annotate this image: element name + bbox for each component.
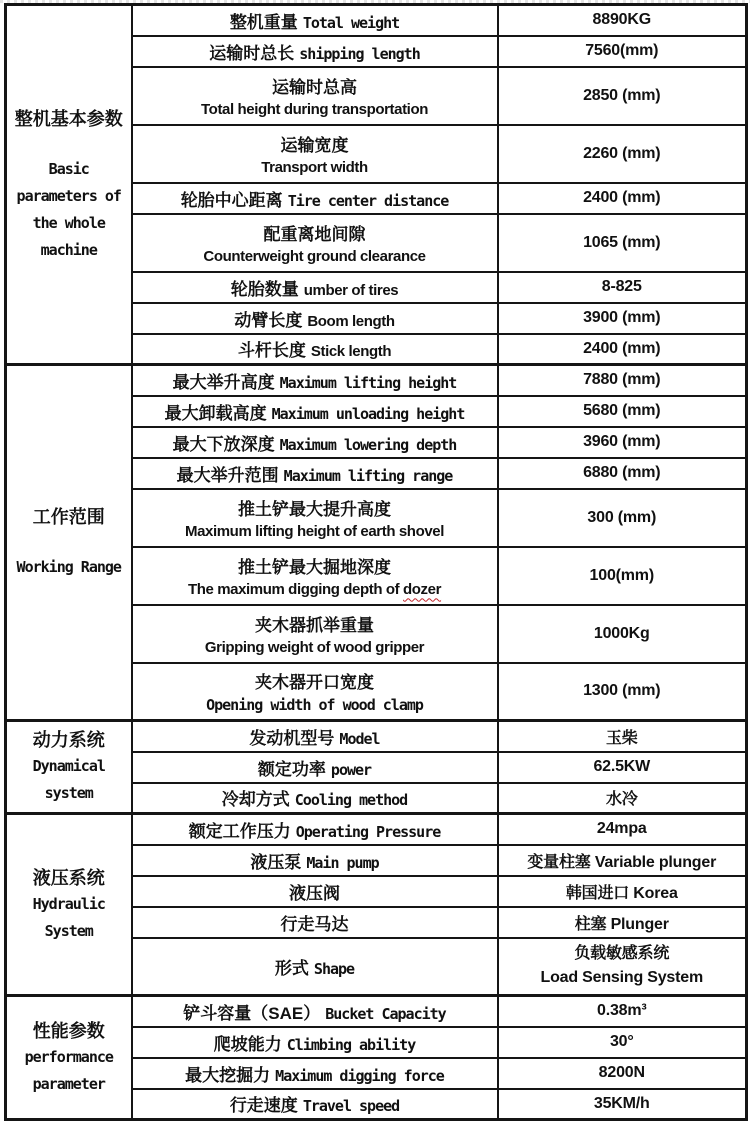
param-cell xyxy=(132,489,498,547)
param-cell xyxy=(132,1058,498,1089)
category-cn-label: 动力系统 xyxy=(32,730,105,750)
category-cell xyxy=(6,814,132,996)
value-cell xyxy=(498,5,747,36)
value-text: 3900 (mm) xyxy=(583,309,661,326)
param-cn-label: 运输时总长 xyxy=(209,43,295,63)
value-text: 水冷 xyxy=(605,791,638,809)
table-row xyxy=(6,365,747,396)
param-cell xyxy=(132,845,498,876)
value-text: 6880 (mm) xyxy=(583,464,661,481)
category-cn-label: 液压系统 xyxy=(32,867,105,888)
param-en-label: Maximum lifting height of earth shovel xyxy=(185,522,444,540)
param-cell xyxy=(132,1027,498,1058)
param-cn-label: 发动机型号 xyxy=(249,728,335,748)
value-text: 8200N xyxy=(598,1064,645,1081)
param-cn-label: 爬坡能力 xyxy=(213,1034,282,1054)
value-text: 7880 (mm) xyxy=(583,371,661,389)
param-cell xyxy=(132,334,498,365)
value-cell xyxy=(498,334,747,365)
param-cn-label: 额定工作压力 xyxy=(188,821,291,841)
param-cell xyxy=(132,814,498,845)
param-cn-label: 斗杆长度 xyxy=(237,341,306,361)
param-en-label: Maximum digging force xyxy=(275,1066,444,1085)
param-cell xyxy=(132,938,498,996)
value-text: 300 (mm) xyxy=(587,508,657,526)
param-en-label: Transport width xyxy=(261,158,368,176)
value-cell xyxy=(498,996,747,1027)
category-en-line: performance xyxy=(24,1047,113,1066)
param-cn-label: 运输时总高 xyxy=(272,77,357,97)
value-cell xyxy=(498,814,747,845)
param-cell xyxy=(132,272,498,303)
param-cn-label: 夹木器抓举重量 xyxy=(255,615,374,635)
value-cell xyxy=(498,663,747,721)
value-cell xyxy=(498,907,747,938)
category-cell xyxy=(6,721,132,814)
param-cell xyxy=(132,36,498,67)
param-en-label: Model xyxy=(339,729,380,748)
param-cn-label: 形式 xyxy=(274,958,309,978)
param-en-label: Stick length xyxy=(310,343,392,361)
value-line: 负载敏感系统 xyxy=(574,945,670,963)
param-en-underlined-word: dozer xyxy=(403,580,442,598)
value-cell xyxy=(498,396,747,427)
value-cell xyxy=(498,36,747,67)
value-cell xyxy=(498,721,747,752)
param-cn-label: 行走马达 xyxy=(280,914,349,934)
param-en-label: Gripping weight of wood gripper xyxy=(204,638,425,656)
value-cell xyxy=(498,605,747,663)
category-cn-label: 工作范围 xyxy=(32,507,105,527)
spec-table xyxy=(4,3,748,1121)
param-cell xyxy=(132,876,498,907)
param-en-label: Climbing ability xyxy=(286,1035,416,1054)
param-cell xyxy=(132,365,498,396)
table-row xyxy=(6,5,747,36)
param-en-label: Shape xyxy=(313,959,355,978)
category-en-line: Hydraulic xyxy=(32,894,105,913)
param-en-label: umber of tires xyxy=(303,281,399,299)
param-cn-label: 液压泵 xyxy=(250,852,302,872)
value-cell xyxy=(498,272,747,303)
param-cn-label: 动臂长度 xyxy=(234,310,303,330)
param-cell xyxy=(132,663,498,721)
param-en-label: Travel speed xyxy=(302,1097,400,1116)
param-cell xyxy=(132,303,498,334)
value-cell xyxy=(498,183,747,214)
value-cell xyxy=(498,489,747,547)
value-cell xyxy=(498,303,747,334)
value-cell xyxy=(498,845,747,876)
category-en-line: the whole xyxy=(32,213,105,232)
value-cell xyxy=(498,427,747,458)
param-en-label: power xyxy=(330,760,372,779)
value-cell xyxy=(498,125,747,183)
param-cell xyxy=(132,427,498,458)
category-en-line: system xyxy=(44,784,93,802)
table-row xyxy=(6,814,747,845)
value-text: 变量柱塞 Variable plunger xyxy=(527,853,717,871)
param-cell xyxy=(132,5,498,36)
value-cell xyxy=(498,752,747,783)
param-cn-label: 行走速度 xyxy=(229,1096,298,1116)
category-en-line: Dynamical xyxy=(32,757,105,775)
param-en-label: Maximum lifting height xyxy=(279,373,457,392)
param-cell xyxy=(132,183,498,214)
param-en-label: Tire center distance xyxy=(287,191,449,210)
param-en-label: Boom length xyxy=(307,312,395,330)
value-text: 玉柴 xyxy=(605,729,638,747)
value-text: 0.38m³ xyxy=(597,1002,647,1020)
param-cn-label: 铲斗容量（SAE） xyxy=(183,1003,321,1023)
table-row xyxy=(6,996,747,1027)
param-cell xyxy=(132,605,498,663)
param-cn-label: 额定功率 xyxy=(257,759,326,779)
param-cn-label: 轮胎数量 xyxy=(230,279,299,299)
value-text: 1000Kg xyxy=(593,624,650,642)
param-cell xyxy=(132,752,498,783)
param-cn-label: 整机重量 xyxy=(229,12,298,32)
value-cell xyxy=(498,1027,747,1058)
param-cn-label: 轮胎中心距离 xyxy=(180,190,283,210)
param-cn-label: 配重离地间隙 xyxy=(263,224,366,244)
value-text: 30° xyxy=(609,1033,634,1050)
param-cn-label: 最大挖掘力 xyxy=(185,1065,271,1085)
value-text: 100(mm) xyxy=(589,566,654,584)
param-cell xyxy=(132,996,498,1027)
category-cell xyxy=(6,996,132,1120)
param-cell xyxy=(132,783,498,814)
value-cell xyxy=(498,1089,747,1120)
category-cell xyxy=(6,5,132,365)
category-en-line: parameter xyxy=(32,1074,105,1093)
value-cell xyxy=(498,458,747,489)
value-text: 3960 (mm) xyxy=(583,433,661,450)
param-cell xyxy=(132,125,498,183)
value-line: Load Sensing System xyxy=(540,969,703,987)
param-cn-label: 最大下放深度 xyxy=(172,434,275,454)
param-cell xyxy=(132,1089,498,1120)
value-text: 8-825 xyxy=(601,278,642,295)
param-en-label: Total height during transportation xyxy=(201,100,428,118)
value-text: 35KM/h xyxy=(593,1094,650,1112)
category-en-line: parameters of xyxy=(16,186,121,205)
param-cn-label: 最大举升高度 xyxy=(172,372,275,392)
param-en-label: The maximum digging depth of xyxy=(187,580,404,598)
category-cell xyxy=(6,365,132,721)
table-row xyxy=(6,721,747,752)
param-cn-label: 运输宽度 xyxy=(280,135,349,155)
param-en-label: shipping length xyxy=(299,44,420,63)
param-en-label: Maximum unloading height xyxy=(271,404,465,423)
param-en-label: Maximum lifting range xyxy=(283,466,453,485)
param-cell xyxy=(132,458,498,489)
param-en-label: Operating Pressure xyxy=(295,822,441,841)
param-cn-label: 推土铲最大提升高度 xyxy=(238,499,391,519)
param-cell xyxy=(132,396,498,427)
value-text: 2260 (mm) xyxy=(583,144,661,162)
value-text: 24mpa xyxy=(596,820,647,838)
value-cell xyxy=(498,67,747,125)
value-cell xyxy=(498,783,747,814)
param-cell xyxy=(132,721,498,752)
value-cell xyxy=(498,214,747,272)
param-cn-label: 夹木器开口宽度 xyxy=(255,672,374,692)
value-text: 柱塞 Plunger xyxy=(574,915,669,933)
param-cell xyxy=(132,547,498,605)
value-text: 8890KG xyxy=(592,11,651,29)
param-cn-label: 最大举升范围 xyxy=(176,465,279,485)
param-en-label: Counterweight ground clearance xyxy=(203,247,426,265)
value-cell xyxy=(498,1058,747,1089)
value-text: 2850 (mm) xyxy=(583,86,661,104)
param-en-label: Total weight xyxy=(302,13,400,32)
param-cell xyxy=(132,907,498,938)
spec-table-body xyxy=(6,5,747,1120)
value-cell xyxy=(498,938,747,996)
value-cell xyxy=(498,547,747,605)
value-text: 2400 (mm) xyxy=(583,189,661,206)
category-en-line: machine xyxy=(40,240,97,259)
category-en-line: Working Range xyxy=(16,558,121,576)
param-cn-label: 冷却方式 xyxy=(221,790,290,810)
value-text: 1300 (mm) xyxy=(583,682,661,700)
param-en-label: Cooling method xyxy=(294,791,408,810)
value-text: 韩国进口 Korea xyxy=(565,884,678,902)
category-cn-label: 整机基本参数 xyxy=(14,108,123,129)
value-text: 1065 (mm) xyxy=(583,233,661,251)
param-cn-label: 推土铲最大掘地深度 xyxy=(238,557,391,577)
value-text: 2400 (mm) xyxy=(583,339,661,357)
value-text: 7560(mm) xyxy=(585,42,659,59)
param-en-label: Bucket Capacity xyxy=(325,1004,446,1023)
param-cell xyxy=(132,67,498,125)
param-cn-label: 最大卸载高度 xyxy=(164,403,267,423)
value-cell xyxy=(498,365,747,396)
param-cn-label: 液压阀 xyxy=(289,883,340,903)
value-text: 62.5KW xyxy=(593,758,651,775)
param-en-label: Maximum lowering depth xyxy=(279,435,457,454)
value-cell xyxy=(498,876,747,907)
category-cn-label: 性能参数 xyxy=(32,1020,105,1041)
value-text: 5680 (mm) xyxy=(583,402,661,419)
category-en-line: Basic xyxy=(48,159,89,178)
param-en-label: Main pump xyxy=(306,853,379,872)
param-en-label: Opening width of wood clamp xyxy=(206,695,423,714)
category-en-line: System xyxy=(44,921,93,940)
param-cell xyxy=(132,214,498,272)
